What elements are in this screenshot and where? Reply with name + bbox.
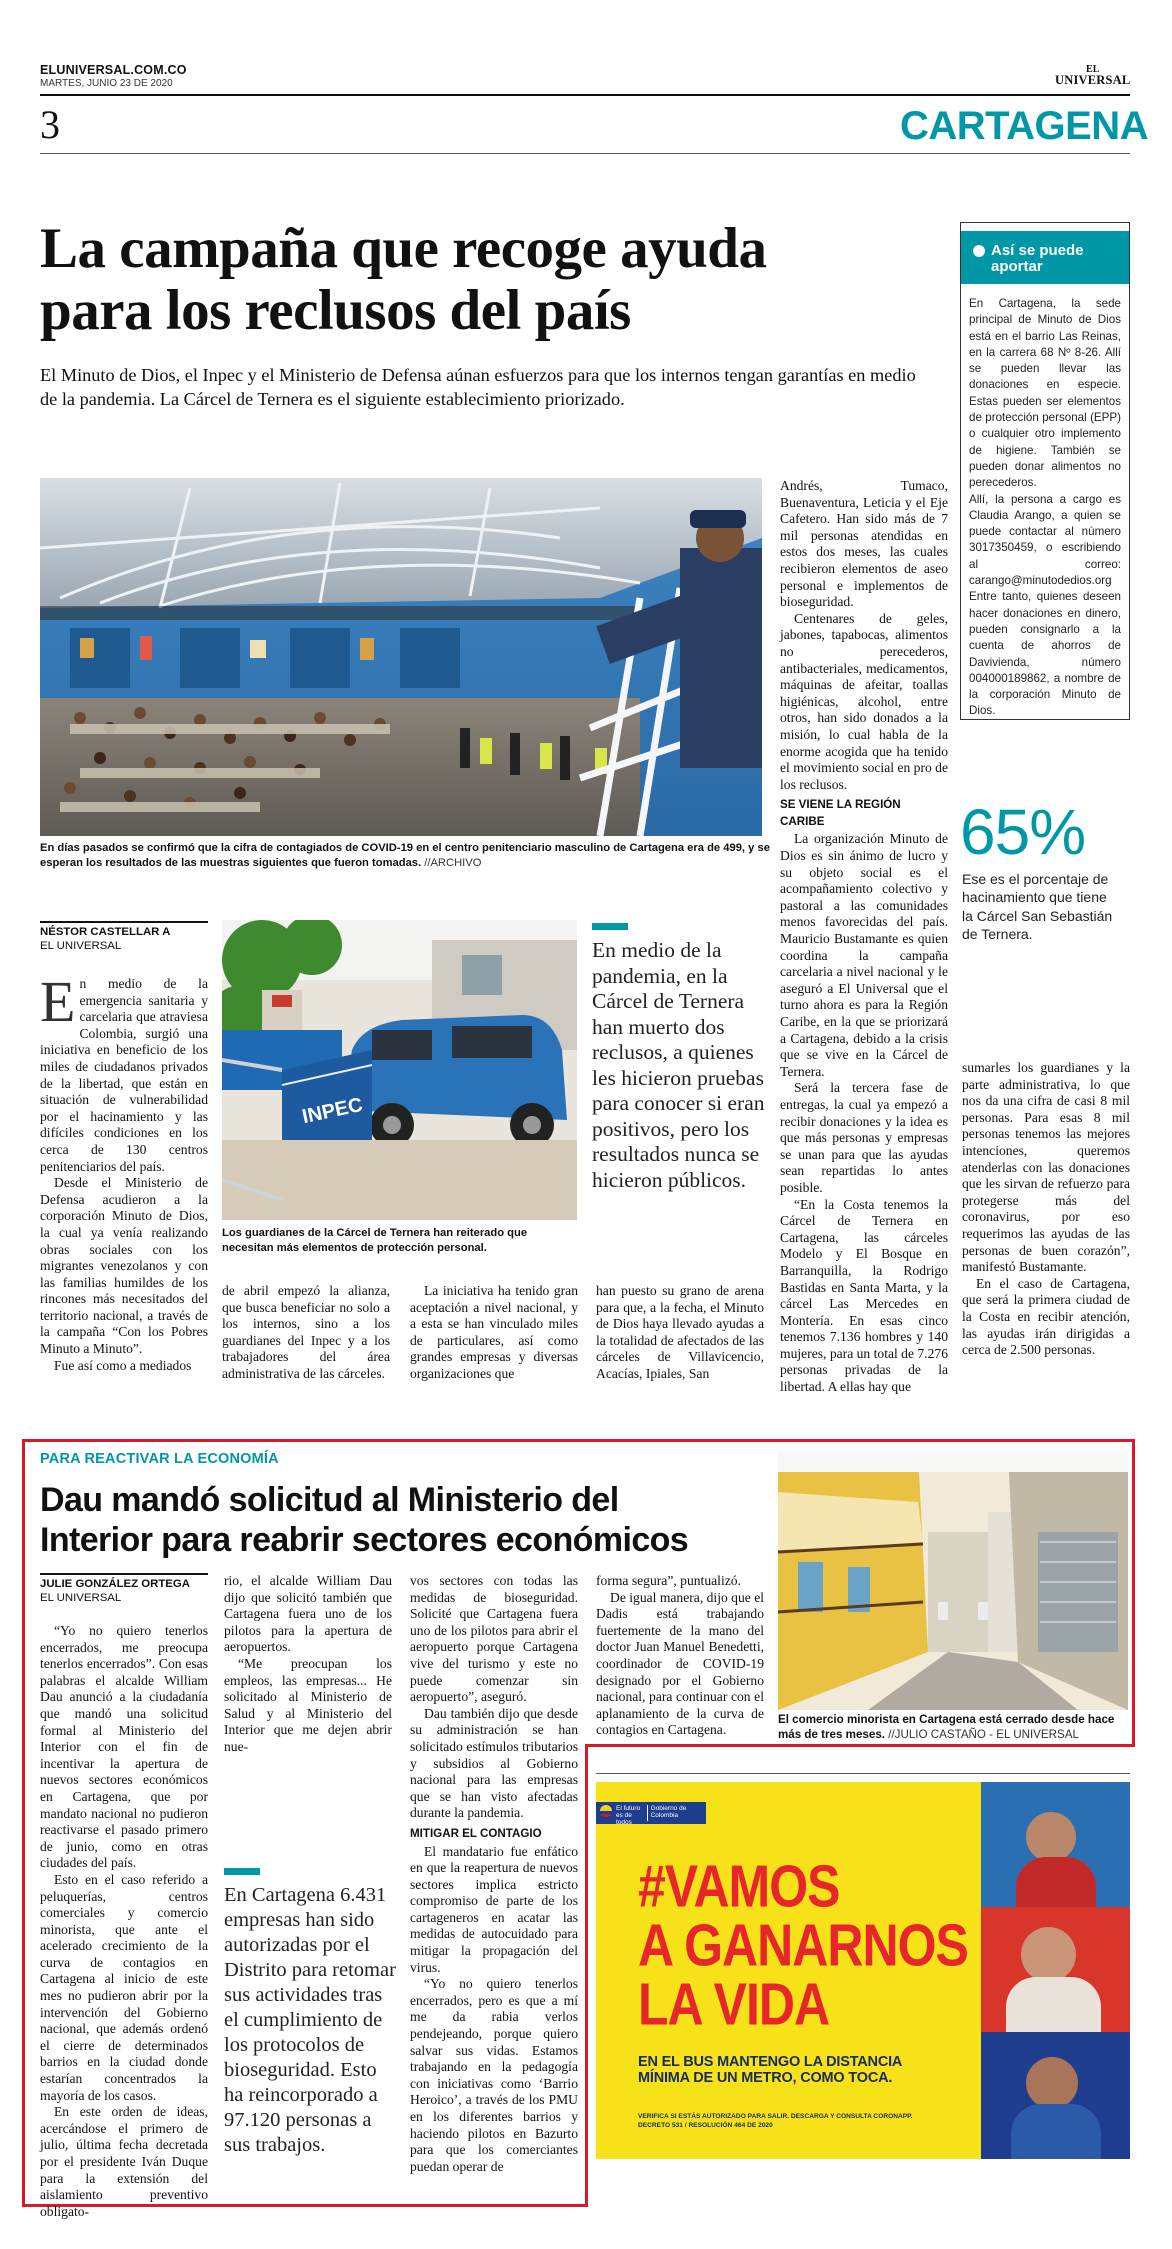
article2-para: vos sectores con todas las medidas de bioseguridad. Solicité que Cartagena fuera uno de los pilotos para abrir el aeropuerto porque Cartagena vive del turismo y este no puede comenzar sin aeropuerto”, aseguró. bbox=[410, 1573, 578, 1705]
article2-byline bbox=[40, 1573, 208, 1605]
article2-photo-credit: //JULIO CASTAÑO - EL UNIVERSAL bbox=[888, 1727, 1079, 1741]
site-url[interactable]: ELUNIVERSAL.COM.CO bbox=[40, 63, 187, 77]
article1-para: de abril empezó la alianza, que busca beneficiar no solo a los internos, sino a los guardianes del Inpec y a los trabajadores del área administrativa de las cárceles. bbox=[222, 1283, 390, 1381]
gov-badge-line-1: El futuro bbox=[616, 1805, 641, 1812]
donation-box-header bbox=[961, 231, 1129, 284]
logo-main: UNIVERSAL bbox=[1055, 73, 1131, 87]
pull-quote-bar bbox=[592, 923, 628, 930]
article1-para: n medio de la emergencia sanitaria y carcelaria que atraviesa Colombia, surgió una iniciativa en beneficio de los miles de ciudadanos privados de la libertad, que están en situación de vulnerabilidad por el hacinamiento y las difíciles condiciones en los cerca de 130 centros penitenciarios del país. bbox=[40, 976, 208, 1174]
section-rule bbox=[40, 153, 1130, 154]
inpec-sign: INPEC bbox=[300, 1093, 365, 1129]
campaign-advertisement[interactable] bbox=[596, 1782, 1130, 2159]
article1-para: En el caso de Cartagena, que será la primera ciudad de la Costa en recibir atención, las ayudas irán dirigidas a cerca de 2.500 personas. bbox=[962, 1275, 1130, 1358]
author-name: JULIE GONZÁLEZ ORTEGA bbox=[40, 1573, 208, 1591]
ad-top-rule bbox=[596, 1773, 1130, 1774]
article2-photo-caption-text: El comercio minorista en Cartagena está cerrado desde hace más de tres meses. bbox=[778, 1713, 1115, 1741]
ad-fine-print-1: VERIFICA SI ESTÁS AUTORIZADO PARA SALIR. DESCARGA Y CONSULTA CORONAPP. bbox=[638, 2113, 913, 2120]
ad-fine-print-2: DECRETO 531 / RESOLUCIÓN 464 DE 2020 bbox=[638, 2122, 773, 2129]
guards-gate-illustration bbox=[222, 920, 577, 1220]
author-name: NÉSTOR CASTELLAR A bbox=[40, 921, 208, 939]
guards-gate-photo bbox=[222, 920, 577, 1220]
stat-text: Ese es el porcentaje de hacinamiento que tiene la Cárcel San Sebastián de Ternera. bbox=[962, 871, 1113, 943]
author-outlet: EL UNIVERSAL bbox=[40, 940, 122, 952]
article1-column-6 bbox=[962, 1060, 1130, 1359]
article2-photo-caption bbox=[778, 1713, 1128, 1742]
article1-para: La iniciativa ha tenido gran aceptación a nivel nacional, y a esta se han vinculado miles de particulares, así como grandes empresas y diversas organizaciones que bbox=[410, 1283, 578, 1381]
donation-box-para: Entre tanto, quienes deseen hacer donaciones en dinero, pueden consignarlo a la cuenta de ahorros de Davivienda, número 004000189862, a nombre de la corporación Minuto de Dios. bbox=[969, 590, 1121, 718]
article1-subhead: SE VIENE LA REGIÓN CARIBE bbox=[780, 798, 901, 828]
article2-para: “Yo no quiero tenerlos encerrados, pero es que a mí me da rabia verlos pendejeando, porque quiero salvar sus vidas. Estamos trabajando en la pedagogía con iniciativas como ‘Barrio Heroico’, a través de los PMU en los diferentes barrios y haciendo pilotos en Bazurto para que los comerciantes puedan operar de bbox=[410, 1976, 578, 2174]
article1-para: Fue así como a mediados bbox=[54, 1357, 192, 1373]
pull-quote-text: En medio de la pandemia, en la Cárcel de Ternera han muerto dos reclusos, a quienes les hicieron pruebas para conocer si eran positivos, pero los resultados nunca se hicieron públicos. bbox=[592, 938, 765, 1192]
photo1-credit: //ARCHIVO bbox=[424, 856, 482, 869]
article1-byline bbox=[40, 921, 208, 953]
article1-column-3 bbox=[410, 1283, 578, 1383]
article2-para: rio, el alcalde William Dau dijo que solicitó también que Cartagena fuera uno de los pilotos para la apertura de aeropuertos. bbox=[224, 1573, 392, 1655]
photo2-caption: Los guardianes de la Cárcel de Ternera han reiterado que necesitan más elementos de protección personal. bbox=[222, 1227, 528, 1254]
closed-street-photo bbox=[778, 1452, 1128, 1710]
ad-slogan-line-3: LA VIDA bbox=[638, 1971, 830, 2038]
passenger-figure bbox=[1026, 2057, 1078, 2109]
article1-para: han puesto su grano de arena para que, a la fecha, el Minuto de Dios haya llevado ayudas a la totalidad de afectados de las cárceles de Villavicencio, Acacías, Ipiales, San bbox=[596, 1283, 764, 1381]
article2-highlight-box-step bbox=[585, 1744, 1135, 1747]
donation-box-title: Así se puede aportar bbox=[991, 242, 1084, 275]
prison-yard-photo bbox=[40, 478, 762, 836]
donation-box-para: Allí, la persona a cargo es Claudia Arango, a quien se puede contactar al número 3017350459, o escribiendo al correo: carango@minutodedios.org bbox=[969, 492, 1121, 588]
article1-para: Andrés, Tumaco, Buenaventura, Leticia y el Eje Cafetero. Han sido más de 7 mil personas atendidas en estos dos meses, las cuales recibieron elementos de aseo personal e implementos de bioseguridad. bbox=[780, 478, 948, 610]
article1-headline bbox=[40, 218, 940, 342]
article1-column-5 bbox=[780, 478, 948, 1396]
page-number: 3 bbox=[40, 102, 60, 147]
photo1-caption bbox=[40, 841, 770, 870]
ad-photo-panel-middle bbox=[981, 1907, 1130, 2032]
article2-headline bbox=[40, 1480, 780, 1560]
passenger-figure bbox=[1026, 1812, 1076, 1862]
colombia-flag-icon bbox=[600, 1805, 612, 1817]
author-outlet: EL UNIVERSAL bbox=[40, 1592, 122, 1604]
gov-badge bbox=[596, 1802, 706, 1824]
passenger-figure bbox=[1006, 1977, 1101, 2032]
article2-para: Dau también dijo que desde su administración se han solicitado estímulos tributarios y subsidios al Gobierno nacional para las empresas que se han visto afectadas durante la pandemia. bbox=[410, 1705, 578, 1821]
bullet-circle-icon bbox=[973, 245, 985, 257]
ad-photo-panel-top bbox=[981, 1782, 1130, 1907]
article1-headline-line-2: para los reclusos del país bbox=[40, 279, 631, 342]
header-rule bbox=[40, 94, 1130, 96]
ad-photo-panel-bottom bbox=[981, 2032, 1130, 2159]
donation-info-box bbox=[960, 222, 1130, 720]
article2-para: “Yo no quiero tenerlos encerrados, me preocupa tenerlos encerrados”. Con esas palabras el alcalde William Dau anunció a la ciudadanía que mandó una solicitud formal al Ministerio del Interior con el fin de incentivar la apertura de nuevos sectores económicos en Cartagena, que por mandato nacional no pudieron reactivarse el pasado primero de junio, como en otras ciudades del país. bbox=[40, 1623, 208, 1871]
article2-headline-line-2: Interior para reabrir sectores económicos bbox=[40, 1521, 689, 1559]
donation-box-para: En Cartagena, la sede principal de Minuto de Dios está en el barrio Las Reinas, en la carrera 68 Nº 8-26. Allí se pueden llevar las donaciones en especie. Estas pueden ser elementos de protección personal (EPP) o cualquier otro implemento de higiene. También se pueden donar alimentos no perecederos. bbox=[969, 297, 1121, 490]
pull-quote-text: En Cartagena 6.431 empresas han sido autorizadas por el Distrito para retomar sus actividades tras el cumplimiento de los protocolos de bioseguridad. Esto ha reincorporado a 97.120 personas a sus trabajos. bbox=[224, 1884, 396, 2156]
article2-column-1 bbox=[40, 1623, 208, 2220]
article1-para: La organización Minuto de Dios es sin ánimo de lucro y su objeto social es el acompañamiento colectivo y pastoral a las comunidades menos favorecidas del país. Mauricio Bustamante es quien coordina la campaña carcelaria a nivel nacional y le aseguró a El Universal que el turno ahora es para la Región Caribe, en la que se priorizará a Cartagena, debido a la crisis que se vive en la Cárcel de Ternera. bbox=[780, 831, 948, 1079]
stat-value: 65% bbox=[960, 796, 1086, 868]
article2-para: forma segura”, puntualizó. bbox=[596, 1573, 741, 1588]
article1-para: Centenares de geles, jabones, tapabocas, alimentos no perecederos, antibacteriales, medicamentos, máquinas de afeitar, toallas higiénicas, alcohol, entre otros, han sido donados a la misión, lo cual habla de la enorme acogida que ha tenido el movimiento social en pro de los reclusos. bbox=[780, 610, 948, 792]
article1-para: sumarles los guardianes y la parte administrativa, lo que nos da una cifra de casi 8 mil personas. Para esas 8 mil personas tenemos las mejores intenciones, queremos atenderlas con las donaciones que les sirvan de refuerzo para protegerse más del coronavirus, por eso requerimos las ayudas de las personas de buen corazón”, manifestó Bustamante. bbox=[962, 1060, 1130, 1275]
article2-subhead: MITIGAR EL CONTAGIO bbox=[410, 1826, 542, 1840]
passenger-figure bbox=[1021, 1927, 1076, 1982]
article2-para: En este orden de ideas, acercándose el primero de julio, última fecha decretada por el presidente Iván Duque para la extensión del aislamiento preventivo obligato- bbox=[40, 2104, 208, 2219]
article2-para: El mandatario fue enfático en que la reapertura de nuevos sectores implica estricto compromiso de parte de los cartageneros en acatar las medidas de autocuidado para mitigar la propagación del virus. bbox=[410, 1843, 578, 1975]
article1-headline-line-1: La campaña que recoge ayuda bbox=[40, 217, 767, 280]
article1-para: “En la Costa tenemos la Cárcel de Ternera en Cartagena, las cárceles Modelo y El Bosque en Barranquilla, la Rodrigo Bastidas en Santa Marta, y la cárcel Las Mercedes en Montería. En esas cinco tenemos 7.136 hombres y 140 mujeres, para un total de 7.276 personas privadas de la libertad. A ellas hay que bbox=[780, 1196, 948, 1395]
article1-pull-quote bbox=[592, 923, 772, 1193]
article2-para: Esto en el caso referido a peluquerías, centros comerciales y comercio minorista, que ante el acelerado crecimiento de la curva de contagios en Cartagena al inicio de este mes no pudieron abrir por la intervención del Gobierno nacional, que además ordenó el cierre de determinados barrios en la ciudad donde estarían concentrados la mayoría de los casos. bbox=[40, 1871, 208, 2103]
ad-slogan bbox=[638, 1853, 968, 2038]
article1-column-2 bbox=[222, 1283, 390, 1383]
ad-slogan-line-2: A GANARNOS bbox=[638, 1912, 968, 1979]
passenger-figure bbox=[1011, 2104, 1101, 2159]
prison-yard-illustration bbox=[40, 478, 762, 836]
article2-para: De igual manera, dijo que el Dadis está trabajando fuertemente de la mano del doctor Juan Manuel Benedetti, coordinador de COVID-19 designado por el Gobierno nacional, para continuar con el aplanamiento de la curva de contagios en Cartagena. bbox=[596, 1589, 765, 1738]
logo-top: EL bbox=[1086, 64, 1100, 75]
pull-quote-bar bbox=[224, 1868, 260, 1875]
article1-deck: El Minuto de Dios, el Inpec y el Ministerio de Defensa aúnan esfuerzos para que los internos tengan garantías en medio de la pandemia. La Cárcel de Ternera es el siguiente establecimiento priorizado. bbox=[40, 365, 916, 409]
photo1-caption-text: En días pasados se confirmó que la cifra de contagiados de COVID-19 en el centro penitenciario masculino de Cartagena era de 499, y se esperan los resultados de las muestras siguientes que fueron tomadas. bbox=[40, 842, 770, 869]
donation-box-body bbox=[961, 284, 1129, 720]
article2-column-2 bbox=[224, 1573, 392, 1756]
article2-pull-quote bbox=[224, 1868, 399, 2158]
ad-slogan-line-1: #VAMOS bbox=[638, 1853, 840, 1920]
article1-para: Desde el Ministerio de Defensa acudieron a la corporación Minuto de Dios, la cual ya venía realizando obras sociales con los migrantes venezolanos y con las familias humildes de los rincones más necesitados del territorio nacional, a través de la campaña “Con los Pobres Minuto a Minuto”. bbox=[40, 1175, 208, 1357]
article2-headline-line-1: Dau mandó solicitud al Ministerio del bbox=[40, 1481, 619, 1519]
article1-column-1 bbox=[40, 969, 208, 1374]
ad-subline-2: MÍNIMA DE UN METRO, COMO TOCA. bbox=[638, 2070, 893, 2086]
ad-subline bbox=[638, 2054, 938, 2086]
article2-column-3 bbox=[410, 1573, 578, 2175]
gov-badge-line-2: es de todos bbox=[616, 1812, 632, 1826]
gov-badge-line-3: Gobierno de Colombia bbox=[647, 1805, 702, 1821]
dropcap: E bbox=[40, 969, 76, 1034]
article2-para: “Me preocupan los empleos, las empresas... He solicitado al Ministerio de Salud y al Ministerio del Interior que me dejen abrir nue- bbox=[224, 1655, 392, 1754]
masthead-logo[interactable] bbox=[1055, 64, 1130, 86]
closed-street-illustration bbox=[778, 1452, 1128, 1710]
article2-kicker: PARA REACTIVAR LA ECONOMÍA bbox=[40, 1451, 279, 1467]
article1-column-4 bbox=[596, 1283, 764, 1383]
issue-date: MARTES, JUNIO 23 DE 2020 bbox=[40, 78, 173, 89]
section-title[interactable]: CARTAGENA bbox=[900, 104, 1149, 148]
article2-column-4 bbox=[596, 1573, 764, 1739]
ad-subline-1: EN EL BUS MANTENGO LA DISTANCIA bbox=[638, 2054, 903, 2070]
ad-fine-print bbox=[638, 2112, 938, 2130]
passenger-figure bbox=[1016, 1857, 1096, 1907]
article1-para: Será la tercera fase de entregas, la cual ya empezó a recibir donaciones y la idea es que más personas y empresas se unan para que las ayudas sean repartidas lo antes posible. bbox=[780, 1080, 948, 1195]
